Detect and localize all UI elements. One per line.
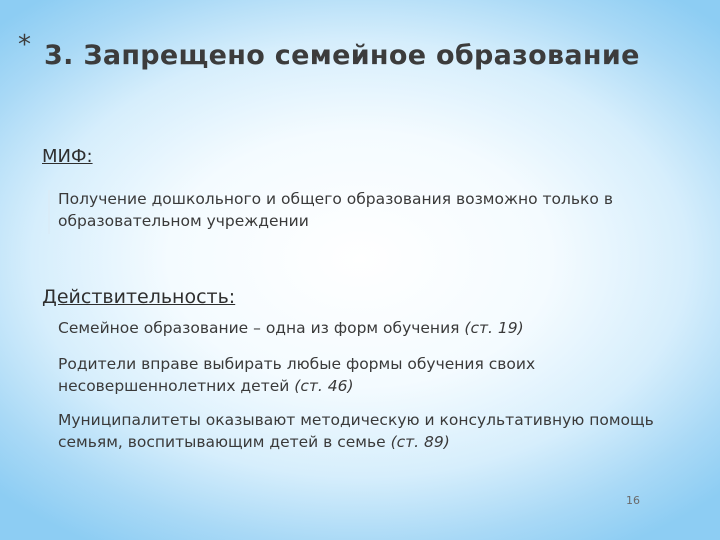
myth-indent-bar: [48, 190, 50, 234]
reality-item-text: Семейное образование – одна из форм обучения: [58, 319, 465, 337]
title-bullet-star: *: [18, 30, 31, 60]
myth-heading: МИФ:: [42, 146, 93, 167]
article-reference: (ст. 46): [294, 377, 354, 395]
slide-title: 3. Запрещено семейное образование: [44, 40, 640, 71]
article-reference: (ст. 89): [390, 433, 450, 451]
reality-item: [58, 353, 688, 397]
reality-heading: Действительность:: [42, 286, 236, 308]
reality-item-text: Муниципалитеты оказывают методическую и консультативную помощь семьям, воспитывающим детей в семье: [58, 411, 654, 451]
article-reference: (ст. 19): [464, 319, 524, 337]
reality-item: [58, 317, 688, 339]
page-number: 16: [626, 494, 640, 507]
reality-item-text: Родители вправе выбирать любые формы обучения своих несовершеннолетних детей: [58, 355, 536, 395]
myth-text: Получение дошкольного и общего образования возможно только в образовательном учреждении: [58, 190, 613, 230]
reality-item: [58, 409, 688, 453]
